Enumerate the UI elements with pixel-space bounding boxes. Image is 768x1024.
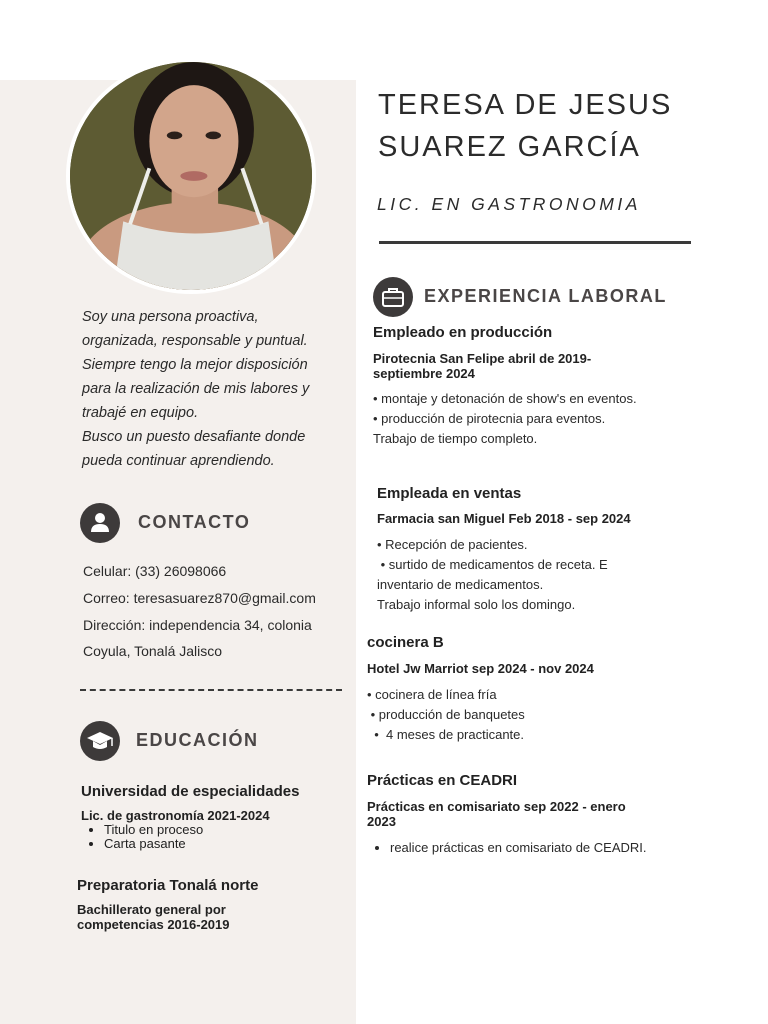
job-details [373, 838, 650, 858]
job-company: Hotel Jw Marriot sep 2024 - nov 2024 [367, 661, 594, 676]
contact-phone: Celular: (33) 26098066 [83, 563, 227, 579]
job-title: cocinera B [367, 634, 444, 651]
contact-heading: CONTACTO [138, 512, 251, 532]
page-title: TERESA DE JESUS SUAREZ GARCÍA [378, 89, 673, 163]
education-degree-2: Bachillerato general por competencias 2016-2019 [77, 902, 230, 932]
contact-address-city: Coyula, Tonalá Jalisco [83, 643, 223, 659]
job-details: • cocinera de línea fría • producción de banquetes • 4 meses de practicante. [367, 687, 525, 742]
education-degree-1: Lic. de gastronomía 2021-2024 [81, 808, 270, 823]
list-item: • Carta pasante [104, 837, 203, 851]
contact-address: Dirección: independencia 34, colonia [83, 617, 312, 633]
dashed-divider [80, 689, 342, 691]
job-title: Prácticas en CEADRI [367, 772, 518, 789]
briefcase-icon [373, 277, 413, 317]
education-heading: EDUCACIÓN [136, 730, 259, 750]
list-item: • realice prácticas en comisariato de CEADRI. [390, 838, 650, 858]
profession-subtitle: LIC. EN GASTRONOMIA [377, 194, 641, 214]
job-details: • Recepción de pacientes. • surtido de medicamentos de receta. E inventario de medicamentos. Trabajo informal solo los domingo. [377, 537, 608, 612]
job-details: • montaje y detonación de show's en eventos. • producción de pirotecnia para eventos. Trabajo de tiempo completo. [373, 391, 637, 446]
education-school-1: Universidad de especialidades [81, 783, 300, 800]
graduation-cap-icon [80, 721, 120, 761]
about-text: Soy una persona proactiva, organizada, responsable y puntual. Siempre tengo la mejor disposición para la realización de mis labores y trabajé en equipo. Busco un puesto desafiante donde pueda continuar aprendiendo. [82, 309, 310, 469]
education-school-2: Preparatoria Tonalá norte [77, 877, 259, 894]
job-company: Pirotecnia San Felipe abril de 2019- septiembre 2024 [373, 351, 592, 381]
job-title: Empleado en producción [373, 324, 553, 341]
user-icon [80, 503, 120, 543]
experience-heading: EXPERIENCIA LABORAL [424, 286, 667, 306]
contact-email[interactable]: Correo: teresasuarez870@gmail.com [83, 590, 316, 606]
title-rule [379, 241, 691, 244]
profile-photo [66, 58, 316, 294]
job-company: Prácticas en comisariato sep 2022 - enero 2023 [367, 799, 626, 829]
education-bullets [88, 823, 203, 851]
job-title: Empleada en ventas [377, 485, 522, 502]
list-item: • Titulo en proceso [104, 823, 203, 837]
job-company: Farmacia san Miguel Feb 2018 - sep 2024 [377, 511, 631, 526]
